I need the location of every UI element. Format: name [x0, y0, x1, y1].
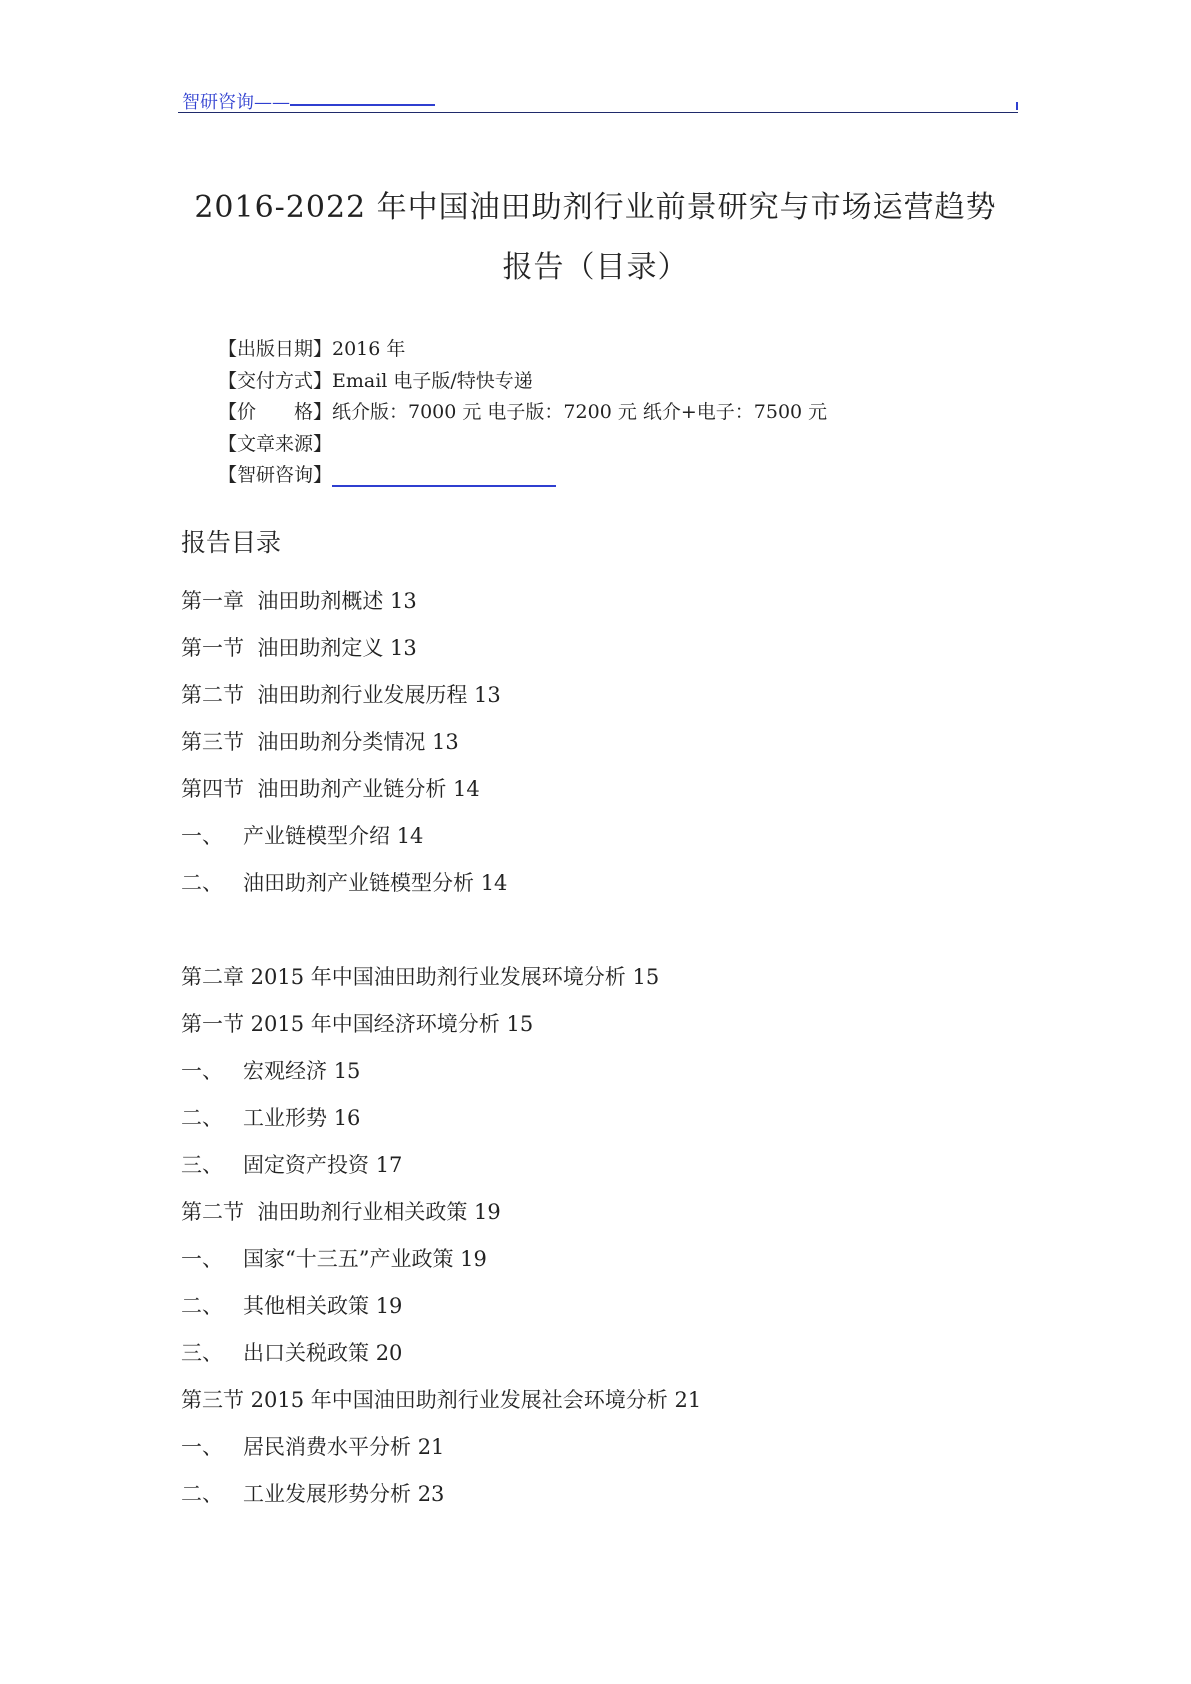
meta-source: 【文章来源】 — [218, 432, 333, 455]
toc-item[interactable]: 第四节 油田助剂产业链分析 14 — [181, 777, 480, 801]
header-brand: 智研咨询—— — [182, 92, 290, 113]
meta-delivery: 【交付方式】Email 电子版/特快专递 — [218, 369, 533, 392]
meta-consult-row — [218, 460, 827, 492]
toc-item[interactable]: 一、 宏观经济 15 — [181, 1059, 361, 1083]
toc-item[interactable]: 第一节 油田助剂定义 13 — [181, 636, 417, 660]
toc-item[interactable]: 第二节 油田助剂行业相关政策 19 — [181, 1200, 501, 1224]
header-link[interactable] — [290, 104, 435, 106]
toc-item[interactable]: 第二节 油田助剂行业发展历程 13 — [181, 683, 501, 707]
toc-item[interactable]: 三、 固定资产投资 17 — [181, 1153, 403, 1177]
toc-item[interactable]: 一、 居民消费水平分析 21 — [181, 1435, 445, 1459]
report-meta — [218, 334, 827, 492]
toc-heading: 报告目录 — [181, 528, 282, 557]
header-end-mark — [1016, 102, 1018, 110]
toc-item[interactable]: 第一章 油田助剂概述 13 — [181, 589, 417, 613]
report-title-line1: 2016-2022 年中国油田助剂行业前景研究与市场运营趋势 — [194, 190, 997, 225]
toc-item[interactable]: 第一节 2015 年中国经济环境分析 15 — [181, 1012, 534, 1036]
toc-item[interactable]: 二、 工业形势 16 — [181, 1106, 361, 1130]
toc-item[interactable]: 二、 其他相关政策 19 — [181, 1294, 403, 1318]
toc-item[interactable]: 二、 油田助剂产业链模型分析 14 — [181, 871, 508, 895]
meta-price: 【价 格】纸介版：7000 元 电子版：7200 元 纸介+电子：7500 元 — [218, 401, 828, 423]
toc-item[interactable]: 二、 工业发展形势分析 23 — [181, 1482, 445, 1506]
toc-item[interactable]: 第三节 2015 年中国油田助剂行业发展社会环境分析 21 — [181, 1388, 702, 1412]
toc-item[interactable]: 三、 出口关税政策 20 — [181, 1341, 403, 1365]
meta-consult-link[interactable] — [332, 465, 556, 487]
toc-item[interactable]: 第三节 油田助剂分类情况 13 — [181, 730, 459, 754]
meta-publish-date: 【出版日期】2016 年 — [218, 338, 406, 360]
toc-item[interactable]: 一、 产业链模型介绍 14 — [181, 824, 424, 848]
toc-item[interactable]: 第二章 2015 年中国油田助剂行业发展环境分析 15 — [181, 965, 660, 989]
meta-consult-label: 【智研咨询】 — [218, 464, 333, 486]
report-title-line2: 报告（目录） — [502, 250, 689, 285]
toc-item[interactable]: 一、 国家“十三五”产业政策 19 — [181, 1247, 487, 1271]
page-header — [178, 88, 1018, 113]
